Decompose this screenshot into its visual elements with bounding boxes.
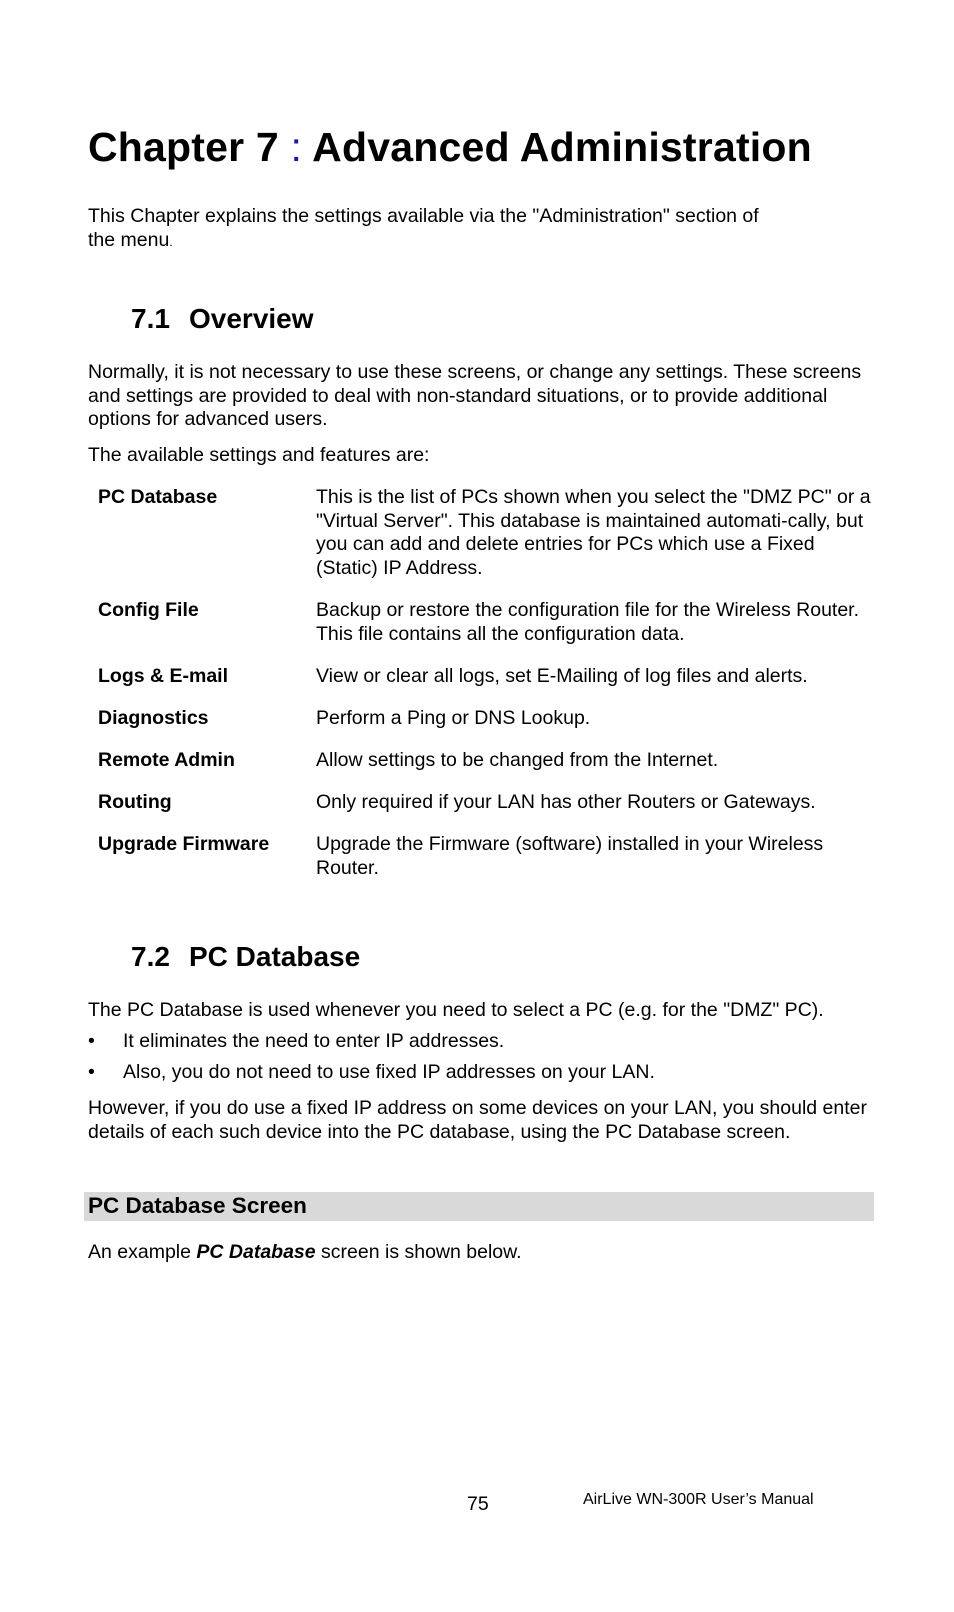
section-title: PC Database xyxy=(189,941,361,972)
subsection-heading-bar xyxy=(84,1192,874,1221)
feature-description: Allow settings to be changed from the Internet. xyxy=(316,749,719,771)
pc-database-intro: The PC Database is used whenever you need to select a PC (e.g. for the "DMZ" PC). xyxy=(88,999,824,1021)
feature-term: Logs & E-mail xyxy=(98,665,229,687)
bullet-item: It eliminates the need to enter IP addresses. xyxy=(123,1030,505,1052)
feature-description: View or clear all logs, set E-Mailing of log files and alerts. xyxy=(316,665,808,687)
intro-period: . xyxy=(169,234,173,249)
fixed-ip-paragraph: However, if you do use a fixed IP address on some devices on your LAN, you should enter details of each such device into the PC database, using the PC Database screen. xyxy=(88,1097,868,1143)
feature-term: Diagnostics xyxy=(98,707,209,729)
manual-title: AirLive WN-300R User’s Manual xyxy=(583,1491,814,1508)
bullet-icon: • xyxy=(88,1061,95,1083)
section-heading-pc-database xyxy=(131,941,360,973)
feature-description: This is the list of PCs shown when you select the "DMZ PC" or a "Virtual Server". This database is maintained automati-cally, but you can add and delete entries for PCs which use a Fixed (Static) IP Address. xyxy=(316,486,871,579)
section-number: 7.1 xyxy=(131,303,170,334)
feature-term: Config File xyxy=(98,599,199,621)
chapter-heading-text: Advanced Administration xyxy=(312,124,812,170)
feature-term: Upgrade Firmware xyxy=(98,833,270,855)
feature-term: Routing xyxy=(98,791,172,813)
intro-line-1: This Chapter explains the settings available via the "Administration" section of xyxy=(88,205,759,227)
feature-description: Upgrade the Firmware (software) installed in your Wireless Router. xyxy=(316,833,824,879)
features-intro: The available settings and features are: xyxy=(88,444,430,466)
intro-paragraph xyxy=(88,205,878,254)
section-number: 7.2 xyxy=(131,941,170,972)
example-text-after: screen is shown below. xyxy=(315,1241,522,1263)
section-title: Overview xyxy=(189,303,314,334)
bullet-icon: • xyxy=(88,1030,95,1052)
chapter-separator: : xyxy=(290,124,303,170)
feature-term: Remote Admin xyxy=(98,749,235,771)
example-emphasis: PC Database xyxy=(196,1241,316,1263)
feature-term: PC Database xyxy=(98,486,218,508)
example-text-before: An example xyxy=(88,1241,197,1263)
intro-line-2: the menu xyxy=(88,228,170,251)
overview-paragraph: Normally, it is not necessary to use these screens, or change any settings. These screens and settings are provided to deal with non-standard situations, or to provide additional options for advanced users. xyxy=(88,361,862,430)
subsection-title: PC Database Screen xyxy=(88,1193,307,1218)
feature-description: Only required if your LAN has other Routers or Gateways. xyxy=(316,791,816,813)
chapter-title xyxy=(88,124,812,171)
page-number: 75 xyxy=(467,1493,489,1515)
feature-description: Perform a Ping or DNS Lookup. xyxy=(316,707,591,729)
section-heading-overview xyxy=(131,303,314,335)
chapter-prefix: Chapter 7 xyxy=(88,124,279,170)
feature-description: Backup or restore the configuration file for the Wireless Router. This file contains all the configuration data. xyxy=(316,599,860,645)
bullet-item: Also, you do not need to use fixed IP addresses on your LAN. xyxy=(123,1061,655,1083)
example-paragraph xyxy=(88,1241,878,1265)
